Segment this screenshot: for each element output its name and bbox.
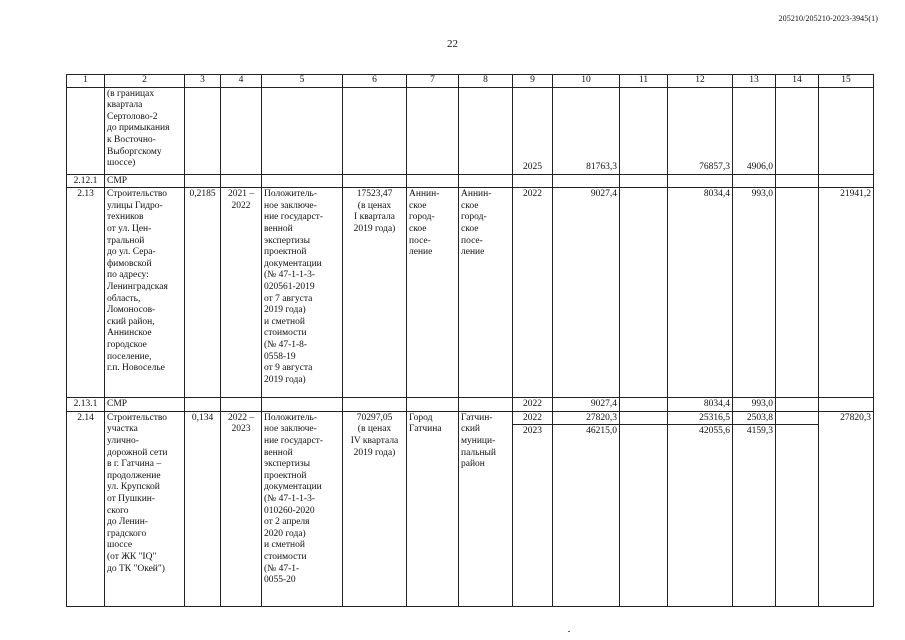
table-row bbox=[67, 398, 874, 412]
cell: 4159,3 bbox=[733, 425, 776, 607]
row-number: 2.14 bbox=[67, 411, 105, 607]
cell bbox=[221, 398, 262, 412]
cell: 46215,0 bbox=[553, 425, 620, 607]
cell bbox=[620, 87, 668, 174]
cell bbox=[459, 174, 513, 188]
cell bbox=[262, 87, 343, 174]
cell: Строительство улицы Гидро- техников от ул. Цен- тральной до ул. Сера- фимовской по адресу: Ленинградская область, Ломоносов- ский район, Аннинское городское поселение, г.п. Новоселье bbox=[105, 188, 185, 398]
col-header: 12 bbox=[668, 75, 733, 88]
cell bbox=[407, 398, 459, 412]
cell bbox=[776, 425, 819, 607]
col-header: 4 bbox=[221, 75, 262, 88]
cell: 42055,6 bbox=[668, 425, 733, 607]
table-row bbox=[67, 411, 874, 425]
cell bbox=[620, 188, 668, 398]
page-number: 22 bbox=[447, 38, 458, 50]
cell bbox=[185, 398, 221, 412]
cell bbox=[776, 411, 819, 425]
cell bbox=[459, 87, 513, 174]
cell: Аннин- ское город- ское посе- ление bbox=[407, 188, 459, 398]
cell: 993,0 bbox=[733, 188, 776, 398]
cell bbox=[776, 87, 819, 174]
cell: 993,0 bbox=[733, 398, 776, 412]
cell bbox=[407, 87, 459, 174]
col-header: 1 bbox=[67, 75, 105, 88]
cell: 25316,5 bbox=[668, 411, 733, 425]
cell: 27820,3 bbox=[819, 411, 874, 607]
cell: 2022 bbox=[513, 188, 553, 398]
cell bbox=[620, 174, 668, 188]
cell bbox=[668, 174, 733, 188]
cell: Положитель- ное заключе- ние государст- венной экспертизы проектной документации (№ 47-1-1-3- 020561-2019 от 7 августа 2019 года) и сметной стоимости (№ 47-1-8- 0558-19 от 9 августа 2019 года) bbox=[262, 188, 343, 398]
cell: (в границах квартала Сертолово-2 до примыкания к Восточно- Выборгскому шоссе) bbox=[105, 87, 185, 174]
cell bbox=[776, 174, 819, 188]
cell: 2023 bbox=[513, 425, 553, 607]
cell: 2022 bbox=[513, 398, 553, 412]
cell: 2021 – 2022 bbox=[221, 188, 262, 398]
row-number: 2.13.1 bbox=[67, 398, 105, 412]
cell: 2022 – 2023 bbox=[221, 411, 262, 607]
cell: 17523,47 (в ценах I квартала 2019 года) bbox=[343, 188, 407, 398]
cell: СМР bbox=[105, 174, 185, 188]
cell bbox=[819, 87, 874, 174]
cell: 70297,05 (в ценах IV квартала 2019 года) bbox=[343, 411, 407, 607]
cell bbox=[221, 174, 262, 188]
cell bbox=[620, 411, 668, 425]
cell: 0,134 bbox=[185, 411, 221, 607]
cell: 27820,3 bbox=[553, 411, 620, 425]
cell: 2025 bbox=[513, 87, 553, 174]
cell bbox=[776, 188, 819, 398]
cell: 2503,8 bbox=[733, 411, 776, 425]
cell: 2022 bbox=[513, 411, 553, 425]
col-header: 5 bbox=[262, 75, 343, 88]
col-header: 14 bbox=[776, 75, 819, 88]
cell: 9027,4 bbox=[553, 398, 620, 412]
cell: 0,2185 bbox=[185, 188, 221, 398]
cell bbox=[513, 174, 553, 188]
col-header: 11 bbox=[620, 75, 668, 88]
cell bbox=[620, 398, 668, 412]
table-row bbox=[67, 174, 874, 188]
col-header: 6 bbox=[343, 75, 407, 88]
cell: СМР bbox=[105, 398, 185, 412]
col-header: 9 bbox=[513, 75, 553, 88]
cell bbox=[262, 174, 343, 188]
col-header: 13 bbox=[733, 75, 776, 88]
cell bbox=[67, 87, 105, 174]
cell bbox=[262, 398, 343, 412]
cell: 76857,3 bbox=[668, 87, 733, 174]
cell: Аннин- ское город- ское посе- ление bbox=[459, 188, 513, 398]
cell bbox=[407, 174, 459, 188]
cell bbox=[776, 398, 819, 412]
col-header: 15 bbox=[819, 75, 874, 88]
table-row bbox=[67, 87, 874, 174]
data-table bbox=[66, 74, 874, 607]
col-header: 2 bbox=[105, 75, 185, 88]
cell bbox=[343, 174, 407, 188]
col-header: 8 bbox=[459, 75, 513, 88]
cell bbox=[185, 174, 221, 188]
col-header: 7 bbox=[407, 75, 459, 88]
cell: 81763,3 bbox=[553, 87, 620, 174]
cell: Город Гатчина bbox=[407, 411, 459, 607]
cell: 8034,4 bbox=[668, 398, 733, 412]
cell bbox=[620, 425, 668, 607]
cell bbox=[343, 398, 407, 412]
document-id: 205210/205210-2023-3945(1) bbox=[778, 14, 878, 23]
cell: 9027,4 bbox=[553, 188, 620, 398]
cell: Положитель- ное заключе- ние государст- венной экспертизы проектной документации (№ 47-1-1-3- 010260-2020 от 2 апреля 2020 года) и сметной стоимости (№ 47-1- 0055-20 bbox=[262, 411, 343, 607]
cell bbox=[733, 174, 776, 188]
cell bbox=[459, 398, 513, 412]
col-header: 3 bbox=[185, 75, 221, 88]
cell bbox=[221, 87, 262, 174]
scan-speck bbox=[568, 631, 570, 632]
cell: 8034,4 bbox=[668, 188, 733, 398]
header-row bbox=[67, 75, 874, 88]
row-number: 2.12.1 bbox=[67, 174, 105, 188]
table-row bbox=[67, 188, 874, 398]
cell: Гатчин- ский муници- пальный район bbox=[459, 411, 513, 607]
col-header: 10 bbox=[553, 75, 620, 88]
cell: 21941,2 bbox=[819, 188, 874, 398]
cell bbox=[819, 174, 874, 188]
cell: Строительство участка улично- дорожной сети в г. Гатчина – продолжение ул. Крупской от Пушкин- ского до Ленин- градского шоссе (от ЖК "IQ" до ТК "Окей") bbox=[105, 411, 185, 607]
cell bbox=[185, 87, 221, 174]
cell bbox=[343, 87, 407, 174]
cell bbox=[819, 398, 874, 412]
cell: 4906,0 bbox=[733, 87, 776, 174]
row-number: 2.13 bbox=[67, 188, 105, 398]
cell bbox=[553, 174, 620, 188]
